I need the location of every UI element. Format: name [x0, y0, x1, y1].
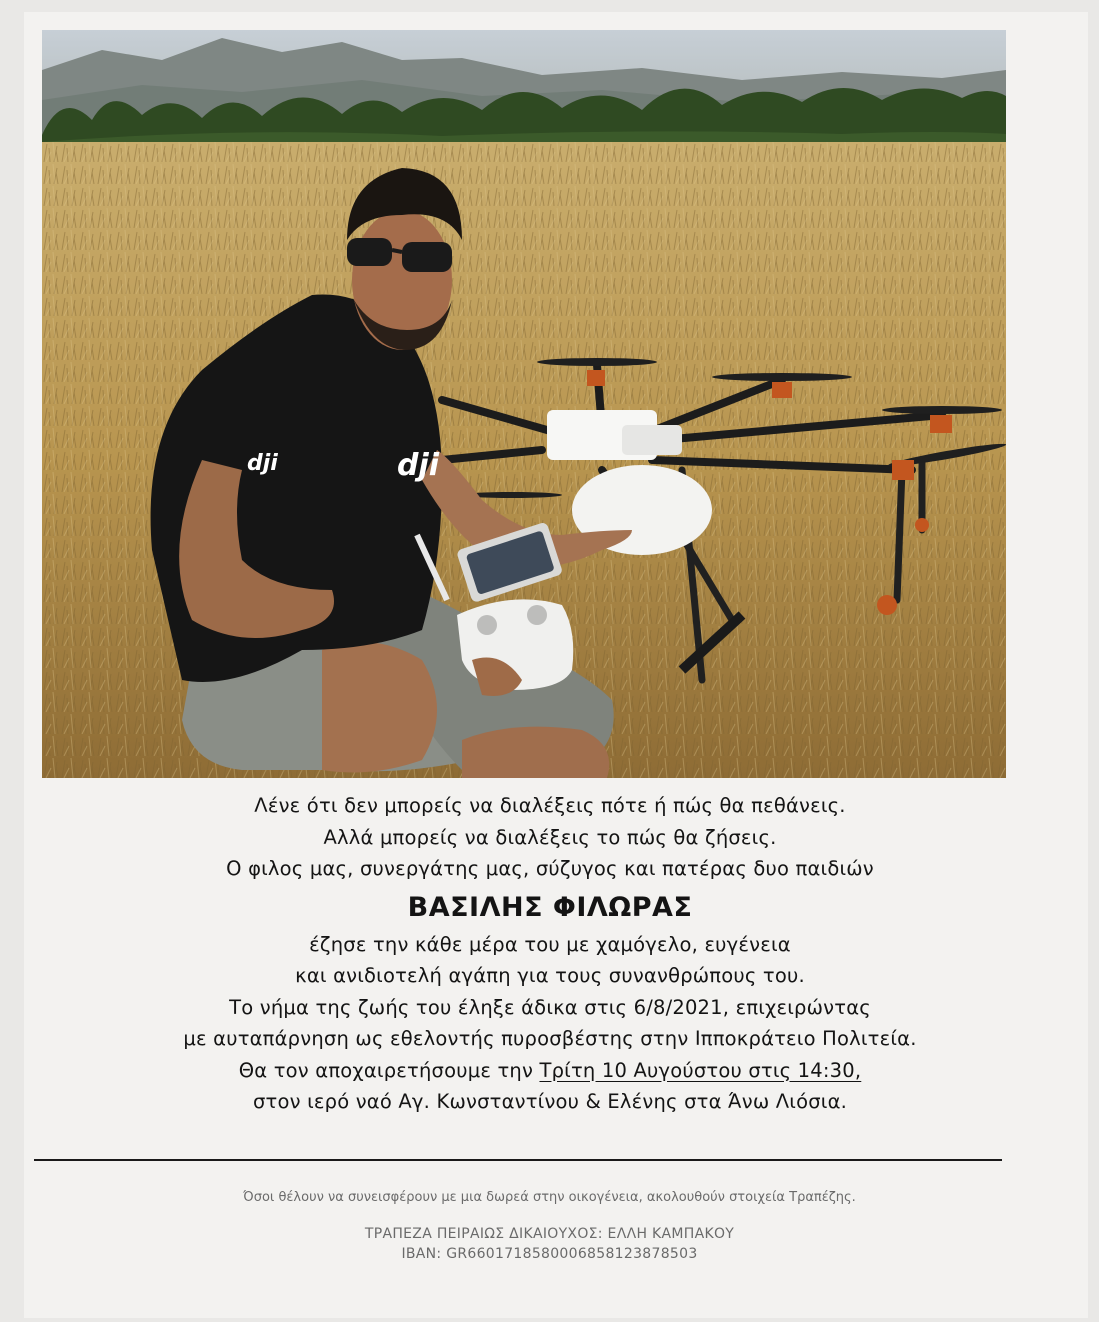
message-line-3: Ο φιλος μας, συνεργάτης μας, σύζυγος και πατέρας δυο παιδιών	[226, 857, 874, 880]
message-line-1: Λένε ότι δεν μπορείς να διαλέξεις πότε ή πώς θα πεθάνεις.	[254, 794, 846, 817]
message-line-2: Αλλά μπορείς να διαλέξεις το πώς θα ζήσεις.	[323, 825, 777, 849]
memorial-message	[20, 790, 1080, 1118]
funeral-location: στον ιερό ναό Αγ. Κωνσταντίνου & Ελένης στα Άνω Λιόσια.	[252, 1090, 848, 1113]
donation-note: Όσοι θέλουν να συνεισφέρουν με μια δωρεά στην οικογένεια, ακολουθούν στοιχεία Τραπέζης.	[243, 1190, 856, 1205]
funeral-date: Τρίτη 10 Αυγούστου στις 14:30,	[539, 1058, 862, 1082]
shirt-logo-left: dji	[247, 451, 278, 476]
message-line-4: έζησε την κάθε μέρα του με χαμόγελο, ευγένεια	[309, 932, 791, 956]
divider-rule	[34, 1159, 1002, 1161]
funeral-line	[20, 1055, 1080, 1087]
message-line-6: Το νήμα της ζωής του έληξε άδικα στις 6/8/2021, επιχειρώντας	[229, 995, 871, 1019]
bank-beneficiary: ΤΡΑΠΕΖΑ ΠΕΙΡΑΙΩΣ ΔΙΚΑΙΟΥΧΟΣ: ΕΛΛΗ ΚΑΜΠΑΚΟΥ	[364, 1226, 735, 1242]
message-line-7: με αυταπάρνηση ως εθελοντής πυροσβέστης στην Ιπποκράτειο Πολιτεία.	[183, 1027, 917, 1050]
memorial-photo	[42, 30, 1006, 778]
message-line-5: και ανιδιοτελή αγάπη για τους συνανθρώπους του.	[295, 964, 805, 987]
deceased-name: ΒΑΣΙΛΗΣ ΦΙΛΩΡΑΣ	[407, 891, 693, 923]
shirt-logo-right: dji	[397, 448, 440, 483]
funeral-prefix: Θα τον αποχαιρετήσουμε την	[238, 1058, 540, 1082]
iban: IBAN: GR6601718580006858123878503	[401, 1246, 698, 1262]
